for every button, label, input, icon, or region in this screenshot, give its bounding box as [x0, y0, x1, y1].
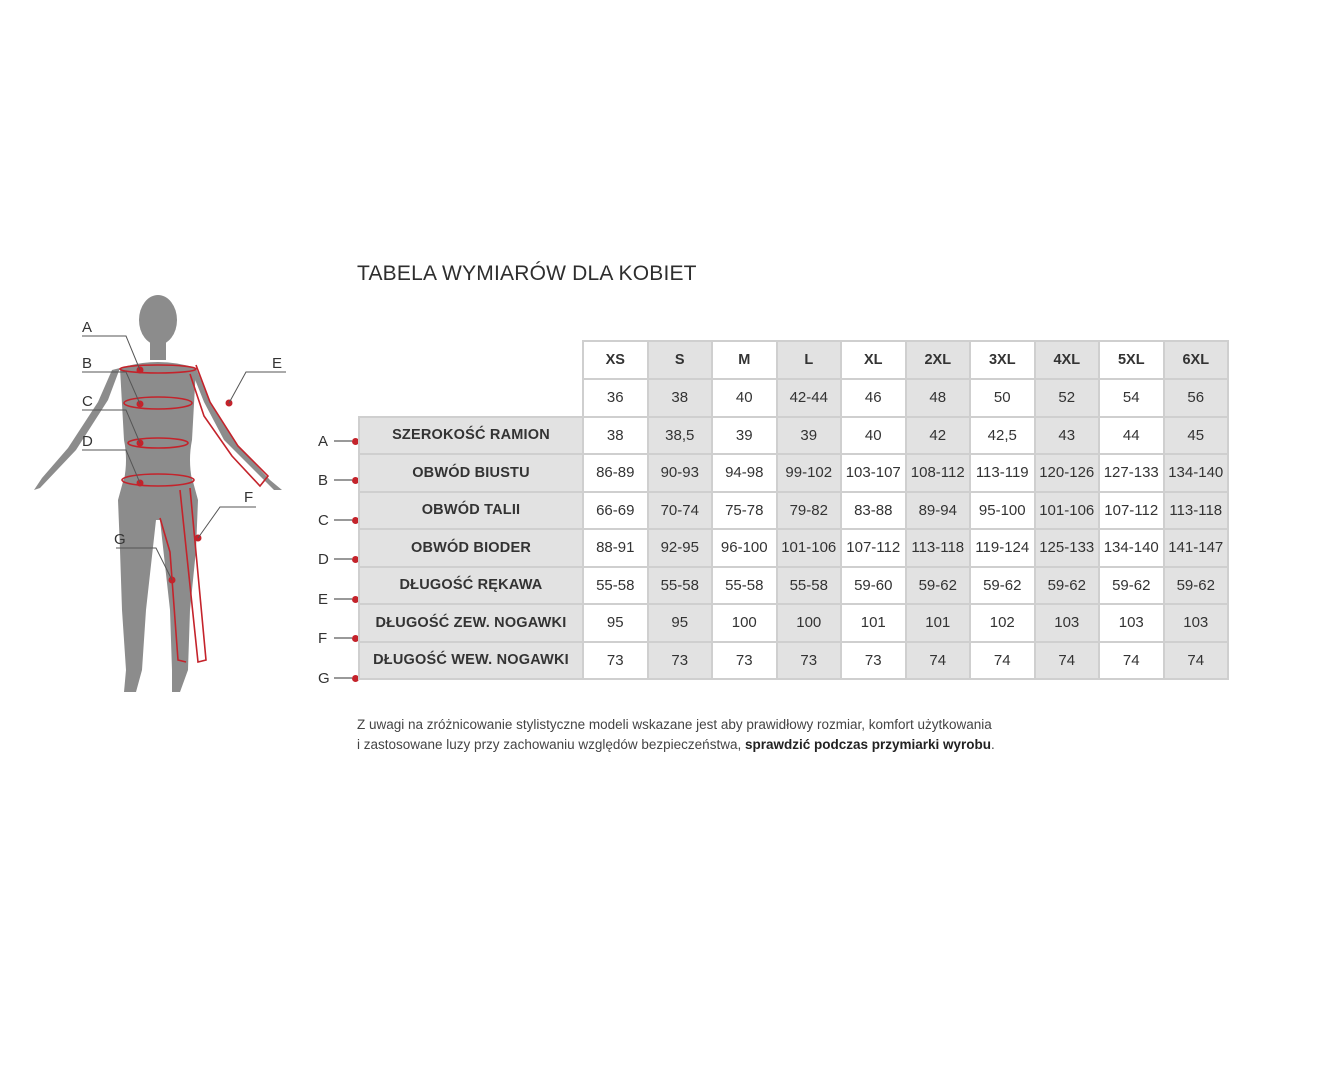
eu-size-cell: 54 [1099, 379, 1164, 417]
measurement-value: 94-98 [712, 454, 777, 492]
table-corner [359, 341, 583, 379]
measurement-label: DŁUGOŚĆ ZEW. NOGAWKI [359, 604, 583, 642]
measurement-value: 96-100 [712, 529, 777, 567]
eu-size-cell: 38 [648, 379, 713, 417]
eu-size-row [359, 379, 1228, 417]
measurement-row-g [359, 642, 1228, 680]
measurement-value: 74 [906, 642, 971, 680]
measurement-value: 100 [712, 604, 777, 642]
marker-line [334, 677, 352, 679]
marker-line [334, 558, 352, 560]
measurement-value: 42,5 [970, 417, 1035, 455]
measurement-row-b [359, 454, 1228, 492]
measurement-value: 101-106 [1035, 492, 1100, 530]
measurement-value: 59-62 [1099, 567, 1164, 605]
marker-line [334, 440, 352, 442]
measurement-value: 59-62 [906, 567, 971, 605]
measurement-value: 89-94 [906, 492, 971, 530]
eu-size-cell: 50 [970, 379, 1035, 417]
measurement-value: 113-118 [1164, 492, 1229, 530]
measurement-rows [359, 417, 1228, 680]
measurement-value: 127-133 [1099, 454, 1164, 492]
figure-label-a: A [82, 319, 93, 336]
measurement-value: 74 [970, 642, 1035, 680]
measurement-value: 43 [1035, 417, 1100, 455]
page-title: TABELA WYMIARÓW DLA KOBIET [357, 262, 697, 285]
measurement-label: OBWÓD BIODER [359, 529, 583, 567]
measurement-value: 73 [583, 642, 648, 680]
measurement-value: 107-112 [841, 529, 906, 567]
eu-size-cell: 40 [712, 379, 777, 417]
row-marker-letter: B [318, 471, 329, 489]
measurement-value: 103 [1035, 604, 1100, 642]
measurement-value: 55-58 [777, 567, 842, 605]
measurement-row-f [359, 604, 1228, 642]
table-corner [359, 379, 583, 417]
measurement-row-d [359, 529, 1228, 567]
eu-size-cell: 46 [841, 379, 906, 417]
note-bold-text: sprawdzić podczas przymiarki wyrobu [744, 737, 992, 752]
row-marker-d [318, 549, 363, 569]
figure-label-b: B [82, 355, 93, 372]
marker-line [334, 519, 352, 521]
measurement-value: 101 [841, 604, 906, 642]
row-marker-e [318, 589, 363, 609]
measurement-value: 86-89 [583, 454, 648, 492]
measurement-value: 59-60 [841, 567, 906, 605]
measurement-value: 99-102 [777, 454, 842, 492]
figure-label-f: F [244, 489, 254, 506]
measurement-value: 39 [777, 417, 842, 455]
measurement-value: 88-91 [583, 529, 648, 567]
eu-size-cell: 56 [1164, 379, 1229, 417]
row-marker-letter: F [318, 629, 328, 647]
measurement-value: 73 [648, 642, 713, 680]
measurement-value: 103 [1099, 604, 1164, 642]
measurement-value: 59-62 [1164, 567, 1229, 605]
measurement-row-e [359, 567, 1228, 605]
measurement-value: 40 [841, 417, 906, 455]
measurement-value: 66-69 [583, 492, 648, 530]
figure-label-g: G [114, 531, 126, 548]
measurement-value: 38,5 [648, 417, 713, 455]
measurement-value: 107-112 [1099, 492, 1164, 530]
row-marker-letter: E [318, 590, 329, 608]
measurement-label: OBWÓD BIUSTU [359, 454, 583, 492]
measurement-row-c [359, 492, 1228, 530]
measurement-label: DŁUGOŚĆ WEW. NOGAWKI [359, 642, 583, 680]
measurement-value: 90-93 [648, 454, 713, 492]
size-header-row [359, 341, 1228, 379]
row-markers [318, 0, 363, 1080]
measurement-value: 44 [1099, 417, 1164, 455]
size-header-cell: 6XL [1164, 341, 1229, 379]
measurement-value: 119-124 [970, 529, 1035, 567]
figure-label-e: E [272, 355, 283, 372]
measurement-value: 113-118 [906, 529, 971, 567]
measurement-value: 103-107 [841, 454, 906, 492]
note-end: . [991, 737, 995, 752]
measurement-value: 55-58 [583, 567, 648, 605]
measurement-value: 74 [1164, 642, 1229, 680]
size-header-cell: XS [583, 341, 648, 379]
measurement-row-a [359, 417, 1228, 455]
measurement-value: 95 [583, 604, 648, 642]
measurement-value: 101 [906, 604, 971, 642]
measurement-value: 134-140 [1099, 529, 1164, 567]
measurement-value: 70-74 [648, 492, 713, 530]
measurement-value: 120-126 [1035, 454, 1100, 492]
measurement-value: 55-58 [712, 567, 777, 605]
measurement-value: 73 [712, 642, 777, 680]
eu-size-cell: 52 [1035, 379, 1100, 417]
measurement-value: 74 [1099, 642, 1164, 680]
measurement-value: 83-88 [841, 492, 906, 530]
figure-label-c: C [82, 393, 93, 410]
measurement-value: 74 [1035, 642, 1100, 680]
measurement-value: 95 [648, 604, 713, 642]
size-header-cell: 2XL [906, 341, 971, 379]
measurement-value: 59-62 [970, 567, 1035, 605]
note-line-2 [357, 735, 995, 755]
marker-line [334, 637, 352, 639]
measurement-value: 39 [712, 417, 777, 455]
size-header-cell: L [777, 341, 842, 379]
row-marker-letter: G [318, 669, 330, 687]
measurement-value: 100 [777, 604, 842, 642]
eu-size-cell: 36 [583, 379, 648, 417]
measurement-value: 108-112 [906, 454, 971, 492]
measurement-value: 45 [1164, 417, 1229, 455]
measurement-label: OBWÓD TALII [359, 492, 583, 530]
measurement-label: SZEROKOŚĆ RAMION [359, 417, 583, 455]
measurement-value: 92-95 [648, 529, 713, 567]
measurement-value: 75-78 [712, 492, 777, 530]
measurement-value: 59-62 [1035, 567, 1100, 605]
note-line-2-text: i zastosowane luzy przy zachowaniu względów bezpieczeństwa, [357, 737, 745, 752]
measurement-value: 95-100 [970, 492, 1035, 530]
eu-size-cell: 48 [906, 379, 971, 417]
row-marker-letter: C [318, 511, 329, 529]
size-header-cell: S [648, 341, 713, 379]
fitting-note [357, 715, 995, 755]
measurement-value: 125-133 [1035, 529, 1100, 567]
size-header-cell: XL [841, 341, 906, 379]
size-header-cell: 5XL [1099, 341, 1164, 379]
row-marker-letter: A [318, 432, 329, 450]
row-marker-c [318, 510, 363, 530]
measurement-value: 113-119 [970, 454, 1035, 492]
measurement-value: 101-106 [777, 529, 842, 567]
marker-line [334, 598, 352, 600]
measurement-value: 42 [906, 417, 971, 455]
row-marker-a [318, 431, 363, 451]
note-line-1: Z uwagi na zróżnicowanie stylistyczne modeli wskazane jest aby prawidłowy rozmiar, komfort użytkowania [357, 717, 992, 732]
measurement-value: 134-140 [1164, 454, 1229, 492]
size-header-cell: M [712, 341, 777, 379]
figure-label-d: D [82, 433, 93, 450]
measurement-value: 79-82 [777, 492, 842, 530]
body-measurement-figure [20, 290, 320, 700]
row-marker-g [318, 668, 363, 688]
measurement-value: 38 [583, 417, 648, 455]
size-header-cell: 4XL [1035, 341, 1100, 379]
row-marker-f [318, 628, 363, 648]
size-header-cell: 3XL [970, 341, 1035, 379]
measurement-value: 103 [1164, 604, 1229, 642]
measurement-value: 102 [970, 604, 1035, 642]
row-marker-letter: D [318, 550, 329, 568]
measurement-label: DŁUGOŚĆ RĘKAWA [359, 567, 583, 605]
measurement-value: 141-147 [1164, 529, 1229, 567]
row-marker-b [318, 470, 363, 490]
size-table [358, 340, 1229, 680]
measurement-value: 73 [777, 642, 842, 680]
measurement-value: 73 [841, 642, 906, 680]
eu-size-cell: 42-44 [777, 379, 842, 417]
marker-line [334, 479, 352, 481]
measurement-value: 55-58 [648, 567, 713, 605]
